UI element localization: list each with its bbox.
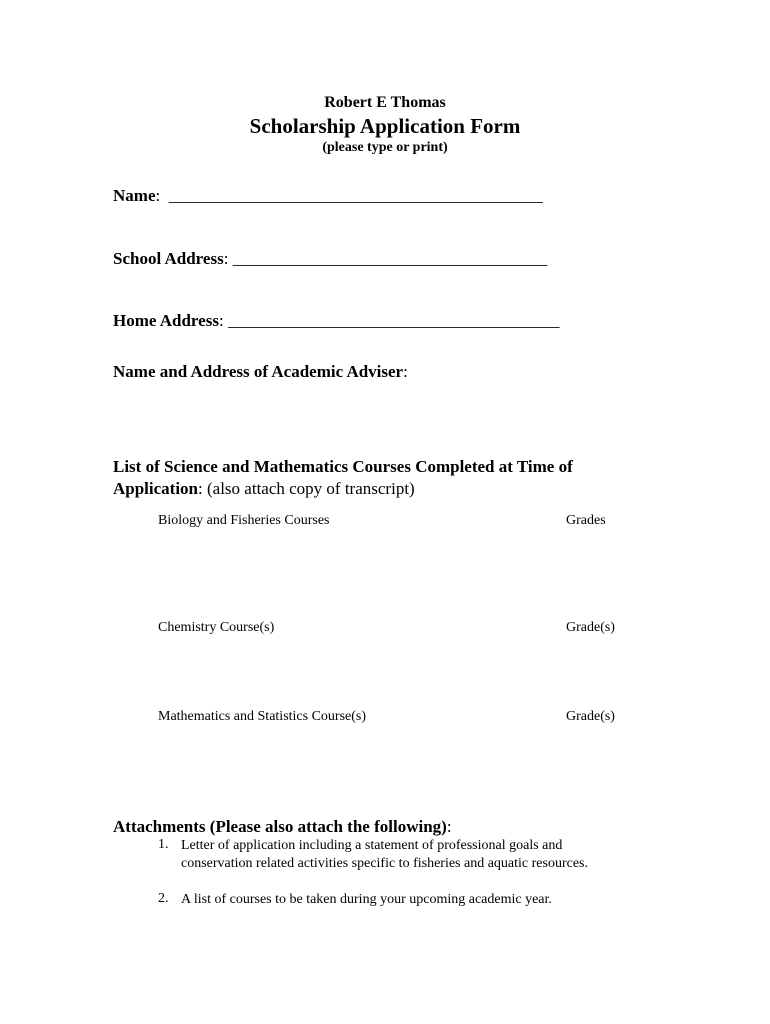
course-category-biology: Biology and Fisheries Courses [158,513,330,528]
home-address-field [113,311,559,331]
home-address-colon: : [218,311,224,330]
home-address-label: Home Address [113,311,219,330]
name-label: Name [113,186,156,205]
school-address-field [113,249,547,269]
courses-heading-note: : (also attach copy of transcript) [198,479,415,498]
attachment-item-2-line1: A list of courses to be taken during your upcoming academic year. [181,892,552,907]
course-category-chemistry: Chemistry Course(s) [158,620,275,635]
courses-heading [113,456,573,500]
course-category-mathematics: Mathematics and Statistics Course(s) [158,709,367,724]
courses-heading-line1: List of Science and Mathematics Courses Completed at Time of [113,457,573,476]
attachment-item-1 [181,837,588,873]
attachments-heading-text: Attachments (Please also attach the following) [113,817,447,836]
academic-adviser-colon: : [403,362,408,381]
home-address-blank-line[interactable]: _______________________________________ [227,311,560,330]
attachment-item-1-line1: Letter of application including a statement of professional goals and [181,838,563,853]
attachments-heading [113,816,452,838]
academic-adviser-field[interactable] [113,362,408,382]
grade-label-chemistry: Grade(s) [566,620,615,635]
name-field [113,186,543,206]
form-instruction: (please type or print) [322,140,448,155]
attachment-item-2 [181,891,552,909]
academic-adviser-label: Name and Address of Academic Adviser [113,362,404,381]
grade-label-biology: Grades [566,513,606,528]
name-colon: : [155,186,161,205]
attachment-item-1-line2: conservation related activities specific to fisheries and aquatic resources. [181,856,588,871]
school-address-colon: : [223,249,229,268]
grade-label-mathematics: Grade(s) [566,709,615,724]
attachments-heading-colon: : [446,817,452,836]
form-title: Scholarship Application Form [249,114,521,138]
attachment-number-2: 2. [158,891,169,906]
school-address-label: School Address [113,249,224,268]
sponsor-name: Robert E Thomas [324,94,446,111]
name-blank-line[interactable]: ____________________________________________ [168,186,543,205]
attachment-number-1: 1. [158,837,169,852]
school-address-blank-line[interactable]: _____________________________________ [232,249,548,268]
courses-heading-application: Application [113,479,199,498]
